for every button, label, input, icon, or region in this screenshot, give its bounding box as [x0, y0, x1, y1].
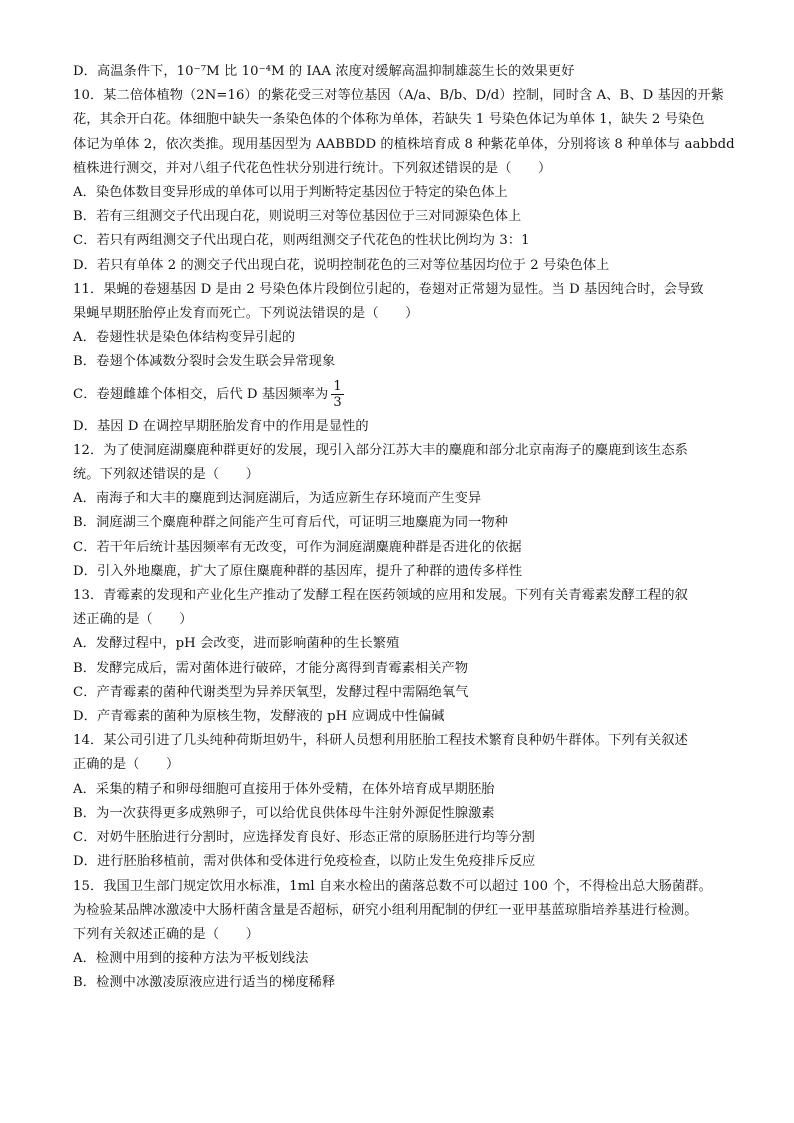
text-line: 述正确的是（ ）	[73, 612, 193, 628]
text-line: D．引入外地麋鹿，扩大了原住麋鹿种群的基因库，提升了种群的遗传多样性	[73, 563, 523, 579]
text-line: 10．某二倍体植物（2N=16）的紫花受三对等位基因（A/a、B/b、D/d）控制，同时含 A、B、D 基因的开紫	[73, 88, 725, 104]
text-line: A．南海子和大丰的麋鹿到达洞庭湖后，为适应新生存环境而产生变异	[73, 491, 482, 507]
text-line: B．洞庭湖三个麋鹿种群之间能产生可育后代，可证明三地麋鹿为同一物种	[73, 515, 508, 531]
text-line: 体记为单体 2，依次类推。现用基因型为 AABBDD 的植株培育成 8 种紫花单体，分别将该 8 种单体与 aabbdd	[73, 136, 735, 152]
fraction-one-third	[331, 379, 343, 410]
text-line: 花，其余开白花。体细胞中缺失一条染色体的个体称为单体，若缺失 1 号染色体记为单体 1，缺失 2 号染色	[73, 112, 705, 128]
fraction-denominator: 3	[333, 395, 342, 411]
text-line: 12．为了使洞庭湖麋鹿种群更好的发展，现引入部分江苏大丰的麋鹿和部分北京南海子的麋鹿到该生态系	[73, 442, 688, 458]
text-line: 统。下列叙述错误的是（ ）	[73, 467, 260, 483]
text-line: A．染色体数目变异形成的单体可以用于判断特定基因位于特定的染色体上	[73, 185, 508, 201]
text-line: B．检测中冰激凌原液应进行适当的梯度稀释	[73, 975, 336, 991]
text-line: A．检测中用到的接种方法为平板划线法	[73, 951, 309, 967]
text-line: D．基因 D 在调控早期胚胎发育中的作用是显性的	[73, 418, 369, 434]
fraction-numerator: 1	[333, 379, 342, 395]
text-line: A．发酵过程中，pH 会改变，进而影响菌种的生长繁殖	[73, 636, 400, 652]
text-line: D．高温条件下，10⁻⁷M 比 10⁻⁴M 的 IAA 浓度对缓解高温抑制雄蕊生长的效果更好	[73, 64, 575, 79]
text-line: 下列有关叙述正确的是（ ）	[73, 926, 260, 942]
text-line: C．产青霉素的菌种代谢类型为异养厌氧型，发酵过程中需隔绝氧气	[73, 684, 469, 700]
text-block-1	[73, 60, 754, 375]
text-line: A．采集的精子和卵母细胞可直接用于体外受精，在体外培育成早期胚胎	[73, 781, 495, 797]
text-line: 为检验某品牌冰激凌中大肠杆菌含量是否超标，研究小组利用配制的伊红一亚甲基蓝琼脂培养基进行检测。	[73, 902, 698, 918]
text-line: B．若有三组测交子代出现白花，则说明三对等位基因位于三对同源染色体上	[73, 209, 522, 225]
text-line: 正确的是（ ）	[73, 757, 180, 773]
option-c-text: C．卷翅雌雄个体相交，后代 D 基因频率为	[73, 386, 329, 402]
text-line: 植株进行测交，并对八组子代花色性状分别进行统计。下列叙述错误的是（ ）	[73, 160, 552, 176]
question-11-option-c	[73, 375, 754, 415]
text-line: B．为一次获得更多成熟卵子，可以给优良供体母牛注射外源促性腺激素	[73, 805, 495, 821]
text-line: 果蝇早期胚胎停止发育而死亡。下列说法错误的是（ ）	[73, 306, 419, 322]
text-line: D．若只有单体 2 的测交子代出现白花，说明控制花色的三对等位基因均位于 2 号染色体上	[73, 257, 610, 273]
text-line: B．发酵完成后，需对菌体进行破碎，才能分离得到青霉素相关产物	[73, 660, 469, 676]
text-line: 13．青霉素的发现和产业化生产推动了发酵工程在医药领域的应用和发展。下列有关青霉素发酵工程的叙	[73, 588, 688, 604]
text-line: A．卷翅性状是染色体结构变异引起的	[73, 330, 296, 346]
text-line: B．卷翅个体减数分裂时会发生联会异常现象	[73, 354, 336, 370]
text-line: C．对奶牛胚胎进行分割时，应选择发育良好、形态正常的原肠胚进行均等分割	[73, 830, 535, 846]
text-line: D．进行胚胎移植前，需对供体和受体进行免疫检查，以防止发生免疫排斥反应	[73, 854, 536, 870]
text-line: 11．果蝇的卷翅基因 D 是由 2 号染色体片段倒位引起的，卷翅对正常翅为显性。当 D 基因纯合时，会导致	[73, 281, 704, 297]
text-block-2	[73, 415, 754, 996]
text-line: 14．某公司引进了几头纯种荷斯坦奶牛，科研人员想利用胚胎工程技术繁育良种奶牛群体。下列有关叙述	[73, 733, 688, 749]
text-line: 15．我国卫生部门规定饮用水标准，1ml 自来水检出的菌落总数不可以超过 100 个，不得检出总大肠菌群。	[73, 878, 712, 894]
text-line: D．产青霉素的菌种为原核生物，发酵液的 pH 应调成中性偏碱	[73, 709, 445, 725]
text-line: C．若干年后统计基因频率有无改变，可作为洞庭湖麋鹿种群是否进化的依据	[73, 539, 522, 555]
text-line: C．若只有两组测交子代出现白花，则两组测交子代花色的性状比例均为 3：1	[73, 233, 530, 249]
